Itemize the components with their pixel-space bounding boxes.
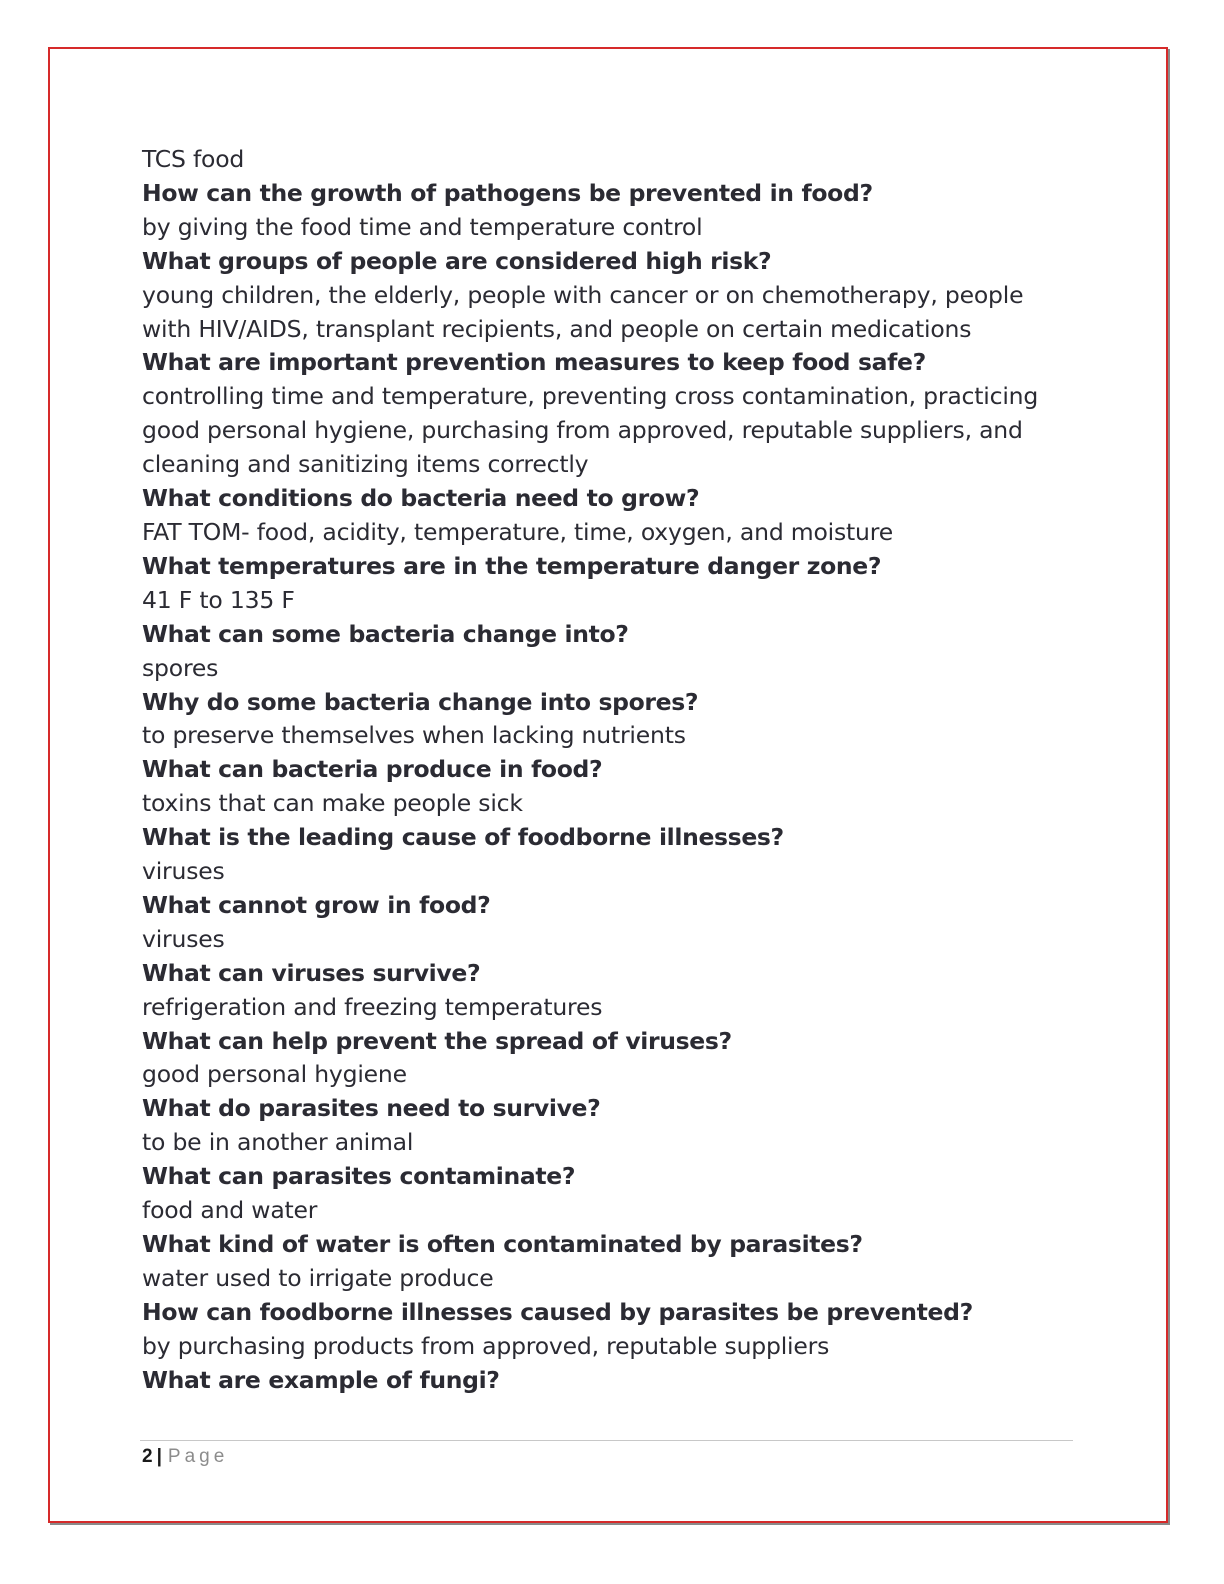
answer-text: by purchasing products from approved, reputable suppliers — [142, 1331, 830, 1360]
answer-text: to preserve themselves when lacking nutrients — [142, 721, 686, 750]
page-number: 2 — [142, 1446, 153, 1467]
answer-text: young children, the elderly, people with cancer or on chemotherapy, people — [142, 280, 1024, 309]
footer-divider — [140, 1440, 1073, 1441]
question-text: What temperatures are in the temperature danger zone? — [142, 551, 882, 580]
answer-text: by giving the food time and temperature control — [142, 212, 703, 241]
question-text: What are important prevention measures to keep food safe? — [142, 348, 926, 377]
question-text: What cannot grow in food? — [142, 890, 491, 919]
question-text: What can bacteria produce in food? — [142, 755, 603, 784]
question-text: What are example of fungi? — [142, 1365, 500, 1394]
answer-text: good personal hygiene, purchasing from approved, reputable suppliers, and — [142, 416, 1023, 445]
question-text: How can the growth of pathogens be prevented in food? — [142, 178, 873, 207]
question-text: What can some bacteria change into? — [142, 619, 629, 648]
question-text: What can viruses survive? — [142, 958, 481, 987]
answer-text: toxins that can make people sick — [142, 789, 523, 818]
answer-text: cleaning and sanitizing items correctly — [142, 450, 589, 479]
question-text: How can foodborne illnesses caused by parasites be prevented? — [142, 1297, 973, 1326]
answer-text: to be in another animal — [142, 1128, 414, 1157]
answer-text: with HIV/AIDS, transplant recipients, and people on certain medications — [142, 314, 972, 343]
answer-text: FAT TOM- food, acidity, temperature, time, oxygen, and moisture — [142, 517, 893, 546]
answer-text: good personal hygiene — [142, 1060, 407, 1089]
answer-text: spores — [142, 653, 219, 682]
answer-text: viruses — [142, 857, 225, 886]
answer-text: refrigeration and freezing temperatures — [142, 992, 603, 1021]
footer-separator: | — [156, 1446, 162, 1467]
question-text: What can help prevent the spread of viruses? — [142, 1026, 732, 1055]
answer-text: water used to irrigate produce — [142, 1263, 494, 1292]
answer-text: TCS food — [142, 145, 245, 173]
answer-text: 41 F to 135 F — [142, 585, 295, 614]
answer-text: viruses — [142, 924, 225, 953]
answer-text: food and water — [142, 1196, 318, 1225]
document-body — [142, 143, 1072, 1398]
question-text: What is the leading cause of foodborne illnesses? — [142, 823, 784, 852]
question-text: What groups of people are considered high risk? — [142, 246, 772, 275]
page-footer — [142, 1445, 228, 1469]
question-text: What kind of water is often contaminated by parasites? — [142, 1230, 863, 1258]
page-label: Page — [167, 1446, 229, 1467]
question-text: What do parasites need to survive? — [142, 1094, 601, 1123]
question-text: What conditions do bacteria need to grow? — [142, 484, 700, 513]
question-text: What can parasites contaminate? — [142, 1162, 576, 1191]
answer-text: controlling time and temperature, preventing cross contamination, practicing — [142, 382, 1039, 411]
question-text: Why do some bacteria change into spores? — [142, 687, 699, 716]
